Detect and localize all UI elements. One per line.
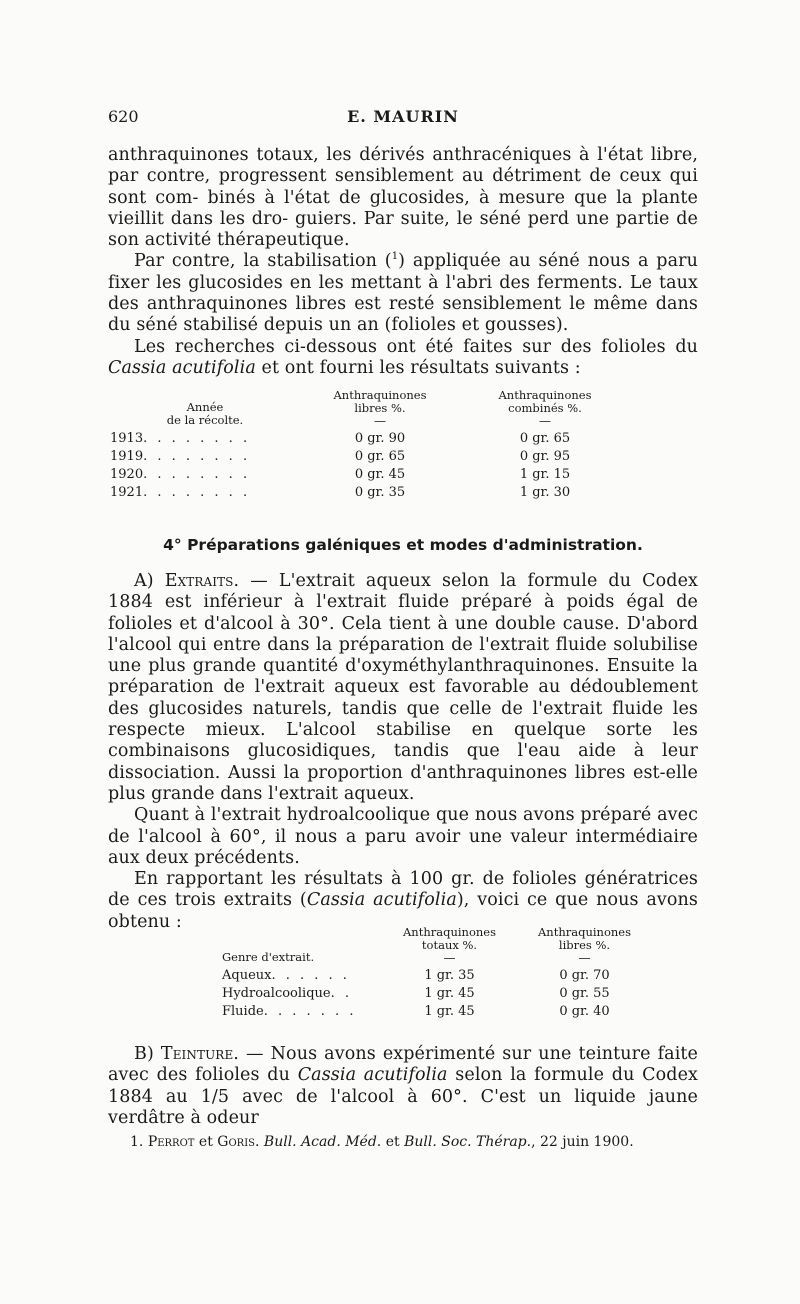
paragraph-extraits: A) Extraits. — L'extrait aqueux selon la formule du Codex 1884 est inférieur à l'extrait fluide préparé à poids égal de folioles et d'alcool à 30°. Cela tient à une double cause. D'abord l'alcool qui entre dans la préparation de l'extrait fluide solubilise une plus grande quantité d'oxyméthylanthraquinones. Ensuite la préparation de l'extrait aqueux est favorable au dédoublement des glucosides naturels, tandis que celle de l'extrait fluide les respecte mieux. L'alcool stabilise en quelque sorte les combinaisons glucosidiques, tandis que l'eau aide à leur dissociation. Aussi la proportion d'anthraquinones libres est-elle plus grande dans l'extrait aqueux.	[108, 571, 699, 804]
footnote-author: Goris	[217, 1134, 255, 1150]
col-header-libres: Anthraquinones libres %. —	[538, 925, 631, 965]
footnote: 1. Perrot et Goris. Bull. Acad. Méd. et Bull. Soc. Thérap., 22 juin 1900.	[130, 1134, 634, 1150]
table-header-row	[222, 926, 652, 967]
table-row: Aqueux. . . . . . 1 gr. 35 0 gr. 70	[222, 968, 610, 983]
section-title: 4° Préparations galéniques et modes d'administration.	[163, 536, 643, 554]
text-block-middle	[108, 571, 698, 933]
species-name: Cassia acutifolia	[297, 1065, 448, 1086]
paragraph-continuation: anthraquinones totaux, les dérivés anthracéniques à l'état libre, par contre, progressent sensiblement au détriment de ceux qui sont com- binés à l'état de glucosides, à mesure que la plante vieillit dans les dro- guiers. Par suite, le séné perd une partie de son activité thérapeutique.	[108, 145, 698, 251]
species-name: Cassia acutifolia	[306, 890, 457, 911]
table-row: 1921. . . . . . . . 0 gr. 35 1 gr. 30	[110, 485, 571, 500]
col-header-genre: Genre d'extrait.	[222, 950, 315, 964]
paragraph-stabilisation: Par contre, la stabilisation ($^1$) appliquée au séné nous a paru fixer les glucosides en les mettant à l'abri des ferments. Le taux des anthraquinones libres est resté sensiblement le même dans du séné stabilisé depuis un an (folioles et gousses).	[108, 251, 698, 336]
section-label-extraits: Extraits.	[164, 571, 240, 591]
col-header-libres: Anthraquinones libres %. —	[333, 388, 427, 428]
col-header-annee: Année de la récolte.	[166, 400, 244, 427]
section-label-teinture: Teinture.	[160, 1044, 239, 1064]
table-row: 1913. . . . . . . . 0 gr. 90 0 gr. 65	[110, 431, 571, 446]
paragraph-teinture: B) Teinture. — Nous avons expérimenté sur une teinture faite avec des folioles du Cassia acutifolia selon la formule du Codex 1884 au 1/5 avec de l'alcool à 60°. C'est un liquide jaune verdâtre à odeur	[108, 1044, 698, 1128]
footnote-ref: 1	[391, 251, 399, 263]
table-extraits	[222, 926, 652, 1021]
table-row: Hydroalcoolique. . 1 gr. 45 0 gr. 55	[222, 986, 610, 1001]
running-head: E. MAURIN	[347, 107, 459, 126]
footnote-journal: Bull. Acad. Méd.	[263, 1134, 382, 1150]
page-header	[108, 107, 698, 133]
paragraph-hydroalcoolique: Quant à l'extrait hydroalcoolique que nous avons préparé avec de l'alcool à 60°, il nous a paru avoir une valeur intermédiaire aux deux précédents.	[108, 805, 698, 868]
paragraph-recherches: Les recherches ci-dessous ont été faites sur des folioles du Cassia acutifolia et ont fourni les résultats suivants :	[108, 336, 698, 378]
table-header-row	[110, 389, 630, 430]
species-name: Cassia acutifolia	[108, 357, 256, 378]
footnote-author: Perrot	[147, 1134, 195, 1150]
col-header-combines: Anthraquinones combinés %. —	[498, 388, 592, 428]
page-number: 620	[108, 107, 139, 126]
text-block-bottom	[108, 1044, 698, 1129]
table-row: Fluide. . . . . . . 1 gr. 45 0 gr. 40	[222, 1004, 610, 1019]
table-row: 1920. . . . . . . . 0 gr. 45 1 gr. 15	[110, 467, 571, 482]
table-row: 1919. . . . . . . . 0 gr. 65 0 gr. 95	[110, 449, 571, 464]
text-block-top	[108, 145, 698, 379]
paragraph-rapport: En rapportant les résultats à 100 gr. de folioles génératrices de ces trois extraits (Cassia acutifolia), voici ce que nous avons obtenu :	[108, 869, 698, 932]
col-header-totaux: Anthraquinones totaux %. —	[403, 925, 496, 965]
table-recolte	[110, 389, 630, 502]
footnote-journal: Bull. Soc. Thérap.	[404, 1134, 532, 1150]
